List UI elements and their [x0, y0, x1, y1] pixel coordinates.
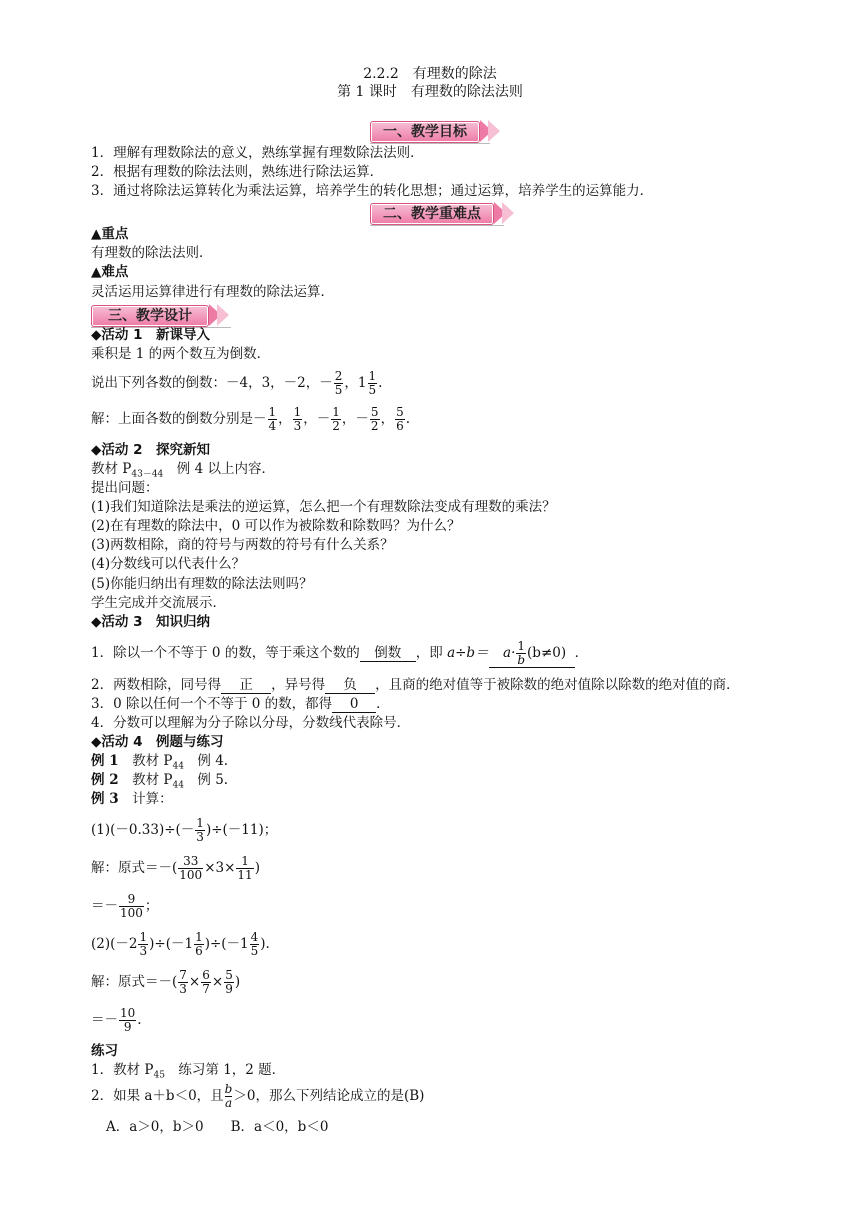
text: 2．两数相除，同号得 — [91, 677, 222, 693]
denominator: 100 — [120, 906, 143, 920]
denominator: 100 — [179, 868, 203, 882]
fraction — [225, 1083, 233, 1110]
text: ，且商的绝对值等于被除数的绝对值除以除数的绝对值的商． — [375, 677, 740, 693]
text: 教材 P — [91, 461, 132, 477]
text: ，即 — [415, 645, 448, 661]
fraction — [119, 1007, 136, 1034]
text: )÷(－1 — [149, 936, 194, 952]
denominator: b — [517, 653, 526, 667]
denominator: 3 — [139, 944, 148, 958]
denominator: 3 — [196, 830, 204, 844]
numerator: 1 — [196, 816, 204, 830]
question-item: (4)分数线可以代表什么？ — [91, 556, 246, 572]
text: ， — [380, 411, 395, 427]
math-line — [91, 967, 240, 997]
section-title-keypoints: 二、教学重难点 — [370, 203, 494, 225]
example-label: 例 3 — [91, 791, 119, 807]
text: (2)(－2 — [91, 936, 138, 952]
activity-heading: ◆活动 1 新课导入 — [91, 327, 210, 343]
page-number: 44 — [172, 780, 184, 791]
practice-item — [91, 1081, 424, 1111]
numerator: 1 — [368, 369, 377, 383]
text: ，1 — [344, 375, 367, 391]
example-label: 例 1 — [91, 753, 119, 769]
text-line: 乘积是 1 的两个数互为倒数． — [91, 346, 271, 362]
math-line — [91, 891, 158, 921]
lesson-title: 2.2.2 有理数的除法 — [363, 66, 497, 82]
numerator: 1 — [236, 855, 253, 869]
section-title-design: 三、教学设计 — [91, 305, 209, 327]
rule-item: 4．分数可以理解为分子除以分母，分数线代表除号． — [91, 715, 411, 731]
divider — [370, 143, 490, 144]
text: 例 4. — [183, 753, 229, 769]
text: 例 4 以上内容． — [163, 461, 275, 477]
fraction — [119, 893, 144, 920]
fraction — [268, 406, 278, 433]
text: 例 5. — [183, 772, 229, 788]
text: ， — [278, 411, 292, 427]
text: ． — [376, 696, 390, 712]
difficulty-label: ▲难点 — [91, 264, 129, 280]
answer-blank: 正 — [221, 678, 271, 694]
denominator: 3 — [179, 982, 187, 996]
text: ×3× — [204, 860, 236, 876]
numerator: 6 — [202, 968, 210, 982]
denominator: 11 — [237, 868, 253, 882]
text: 1．除以一个不等于 0 的数，等于乘这个数的 — [91, 645, 360, 661]
text: ＝－ — [91, 1012, 118, 1028]
numerator: 2 — [334, 369, 343, 383]
fraction — [368, 370, 378, 397]
example-line — [91, 791, 173, 808]
fraction — [516, 640, 526, 667]
denominator: 5 — [250, 944, 259, 958]
numerator: 1 — [195, 930, 203, 944]
numerator: 1 — [332, 405, 340, 419]
denominator: 6 — [396, 419, 404, 433]
numerator: 10 — [120, 1006, 136, 1020]
denominator: 6 — [195, 944, 203, 958]
banner-arrow-icon — [502, 202, 514, 224]
example-label: 例 2 — [91, 772, 119, 788]
text-line: 学生完成并交流展示． — [91, 595, 226, 611]
text: ＞0，那么下列结论成立的是(B) — [233, 1088, 425, 1104]
text: . — [378, 375, 383, 391]
text: 1．教材 P — [91, 1062, 154, 1078]
text-line: 提出问题： — [91, 480, 159, 496]
goal-item: 1．理解有理数除法的意义，熟练掌握有理数除法法则． — [91, 145, 424, 161]
text: 说出下列各数的倒数：－4，3，－2，－ — [91, 375, 333, 391]
text: ) — [254, 860, 260, 876]
text: ，－ — [303, 411, 331, 427]
section-title-goals: 一、教学目标 — [370, 121, 480, 143]
text: 2．如果 a＋b＜0，且 — [91, 1088, 224, 1104]
fraction — [138, 931, 148, 958]
answer-blank — [489, 640, 575, 668]
text: . — [405, 411, 410, 427]
text: 教材 P — [118, 772, 173, 788]
denominator: 2 — [332, 419, 340, 433]
practice-heading: 练习 — [91, 1043, 118, 1059]
text: × — [211, 974, 224, 990]
choice-line: A．a＞0，b＞0 B．a＜0，b＜0 — [106, 1119, 329, 1135]
denominator: 4 — [268, 419, 277, 433]
rule-item — [91, 696, 390, 713]
fraction — [178, 855, 203, 882]
lesson-subtitle: 第 1 课时 有理数的除法法则 — [337, 84, 523, 100]
answer-blank: 倒数 — [360, 646, 416, 662]
goal-item: 2．根据有理数的除法法则，熟练进行除法运算． — [91, 164, 384, 180]
answer-line — [91, 404, 410, 434]
numerator: 1 — [293, 405, 302, 419]
denominator: 9 — [225, 982, 233, 996]
text: 教材 P — [118, 753, 173, 769]
text: ＝－ — [91, 898, 118, 914]
section-banner-design — [91, 304, 231, 326]
answer-blank: 0 — [332, 697, 376, 713]
denominator: a — [224, 1096, 233, 1110]
text: ． — [574, 645, 589, 661]
text: × — [188, 974, 201, 990]
page-number: 45 — [153, 1070, 165, 1081]
numerator: b — [224, 1082, 233, 1096]
fraction — [250, 931, 260, 958]
text: ； — [144, 898, 159, 914]
keypoint-text: 有理数的除法法则． — [91, 245, 213, 261]
question-item: (1)我们知道除法是乘法的逆运算，怎么把一个有理数除法变成有理数的乘法？ — [91, 499, 556, 515]
text: 解：原式＝－( — [91, 974, 178, 990]
answer-blank: 负 — [325, 678, 375, 694]
denominator: 9 — [123, 1020, 132, 1034]
fraction — [195, 817, 205, 844]
fraction — [178, 969, 188, 996]
numerator: 5 — [396, 405, 404, 419]
goal-item: 3．通过将除法运算转化为乘法运算，培养学生的转化思想；通过运算，培养学生的运算能力． — [91, 183, 654, 199]
fraction — [194, 931, 204, 958]
text: 3．0 除以任何一个不等于 0 的数，都得 — [91, 696, 333, 712]
text: (1)(－0.33)÷(－ — [91, 822, 195, 838]
math-line — [91, 929, 270, 959]
denominator: 5 — [334, 383, 343, 397]
math-line — [91, 1005, 142, 1035]
keypoint-label: ▲重点 — [91, 226, 129, 242]
numerator: 5 — [225, 968, 233, 982]
question-line — [91, 368, 382, 398]
formula: a÷b＝ — [447, 645, 489, 661]
page-range: 43－44 — [131, 469, 164, 480]
text: 解：上面各数的倒数分别是－ — [91, 411, 267, 427]
text: ). — [260, 936, 270, 952]
fraction — [293, 406, 303, 433]
question-item: (3)两数相除，商的符号与两数的符号有什么关系？ — [91, 537, 394, 553]
fraction — [201, 969, 211, 996]
text: ，异号得 — [271, 677, 326, 693]
text: . — [137, 1012, 142, 1028]
numerator: 1 — [139, 930, 148, 944]
activity-heading: ◆活动 2 探究新知 — [91, 442, 210, 458]
math-line — [91, 815, 277, 845]
text: )÷(－11)； — [205, 822, 278, 838]
fraction — [370, 406, 380, 433]
section-banner-keypoints — [370, 202, 514, 224]
question-item: (2)在有理数的除法中，0 可以作为被除数和除数吗？为什么？ — [91, 518, 461, 534]
denominator: 3 — [293, 419, 302, 433]
text: )÷(－1 — [204, 936, 249, 952]
activity-heading: ◆活动 3 知识归纳 — [91, 614, 210, 630]
math-line — [91, 853, 260, 883]
activity-heading: ◆活动 4 例题与练习 — [91, 734, 224, 750]
text: 解：原式＝－( — [91, 860, 178, 876]
banner-arrow-icon — [217, 304, 229, 326]
numerator: 1 — [517, 639, 526, 653]
question-item: (5)你能归纳出有理数的除法法则吗？ — [91, 576, 313, 592]
text: ) — [234, 974, 241, 990]
formula: a· — [503, 645, 516, 661]
rule-item — [91, 677, 740, 694]
denominator: 7 — [202, 982, 210, 996]
formula: (b≠0) — [527, 645, 567, 661]
page-number: 44 — [172, 761, 184, 772]
fraction — [395, 406, 405, 433]
numerator: 5 — [370, 405, 379, 419]
numerator: 7 — [179, 968, 187, 982]
denominator: 5 — [368, 383, 377, 397]
fraction — [331, 406, 341, 433]
denominator: 2 — [370, 419, 379, 433]
banner-arrow-icon — [488, 120, 500, 142]
numerator: 1 — [268, 405, 277, 419]
fraction — [236, 855, 253, 882]
divider — [370, 225, 504, 226]
text: 练习第 1，2 题． — [164, 1062, 286, 1078]
numerator: 9 — [119, 893, 144, 907]
text: ，－ — [341, 411, 369, 427]
numerator: 33 — [178, 855, 203, 869]
fraction — [334, 370, 344, 397]
text: 计算： — [118, 791, 173, 807]
section-banner-goals — [370, 120, 500, 142]
fraction — [224, 969, 234, 996]
rule-item — [91, 638, 588, 668]
numerator: 4 — [250, 930, 259, 944]
difficulty-text: 灵活运用运算律进行有理数的除法运算． — [91, 284, 334, 300]
